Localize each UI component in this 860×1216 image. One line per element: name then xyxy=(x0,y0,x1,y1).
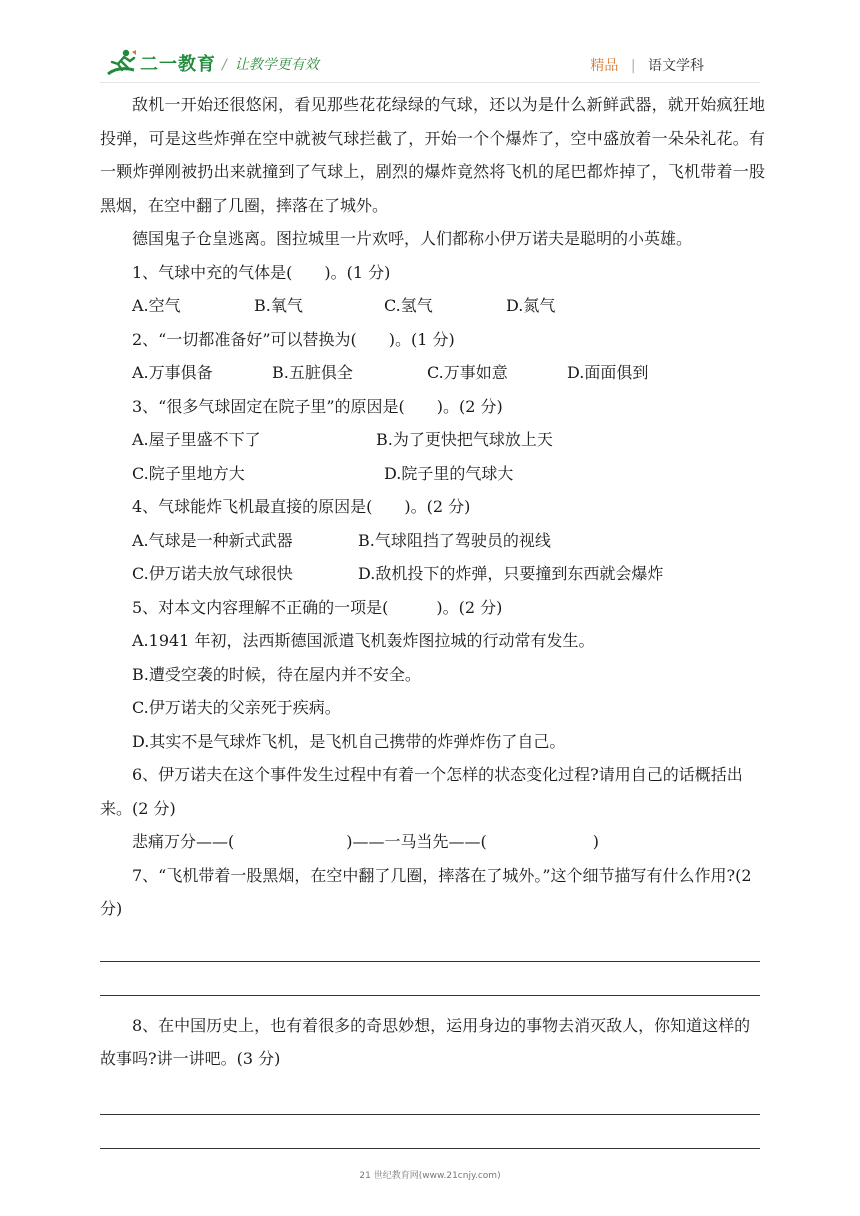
running-man-icon xyxy=(104,48,138,78)
option-a: A.1941 年初，法西斯德国派遣飞机轰炸图拉城的行动常有发生。 xyxy=(132,631,595,650)
slogan-text: 让教学更有效 xyxy=(234,57,319,73)
question-4-options-row-1 xyxy=(100,524,765,558)
option-c: C.氢气 xyxy=(384,296,433,315)
option-d: D.院子里的气球大 xyxy=(384,463,514,483)
header-divider xyxy=(100,82,760,83)
logo-text: 二一教育 xyxy=(140,54,216,75)
option-a: A.空气 xyxy=(132,296,181,315)
document-body xyxy=(100,88,765,1149)
question-6: 6、伊万诺夫在这个事件发生过程中有着一个怎样的状态变化过程?请用自己的话概括出来。(2 分) xyxy=(100,765,743,818)
option-d: D.氮气 xyxy=(506,296,556,315)
tag-separator: | xyxy=(630,58,636,74)
slogan: / 让教学更有效 xyxy=(222,57,319,73)
passage-paragraph-2: 德国鬼子仓皇逃离。图拉城里一片欢呼，人们都称小伊万诺夫是聪明的小英雄。 xyxy=(132,229,693,248)
option-a: A.气球是一种新式武器 xyxy=(132,530,293,550)
option-d: D.其实不是气球炸飞机，是飞机自己携带的炸弹炸伤了自己。 xyxy=(132,731,566,751)
question-5: 5、对本文内容理解不正确的一项是( )。(2 分) xyxy=(132,597,503,617)
question-3-options-row-1 xyxy=(100,423,765,457)
option-c: C.万事如意 xyxy=(427,363,508,382)
question-5-option-b xyxy=(100,658,765,692)
option-d: D.敌机投下的炸弹，只要撞到东西就会爆炸 xyxy=(358,564,664,583)
question-6-fill xyxy=(100,825,765,859)
question-5-option-c xyxy=(100,691,765,725)
passage-paragraph-1: 敌机一开始还很悠闲，看见那些花花绿绿的气球，还以为是什么新鲜武器，就开始疯狂地投弹，可是这些炸弹在空中就被气球拦截了，开始一个个爆炸了，空中盛放着一朵朵礼花。有一颗炸弹刚被扔出来就撞到了气球上，剧烈的爆炸竟然将飞机的尾巴都炸掉了，飞机带着一股黑烟，在空中翻了几圈，摔落在了城外。 xyxy=(100,95,765,215)
question-3-options-row-2 xyxy=(100,457,765,491)
fill-end: ) xyxy=(592,832,599,851)
question-2-options xyxy=(100,356,765,390)
question-3: 3、“很多气球固定在院子里”的原因是( )。(2 分) xyxy=(132,396,503,416)
option-d: D.面面俱到 xyxy=(567,363,649,382)
header-tags xyxy=(590,55,704,75)
option-b: B.为了更快把气球放上天 xyxy=(376,430,553,449)
option-a: A.万事俱备 xyxy=(132,363,213,382)
fill-start: 悲痛万分——( xyxy=(132,832,235,851)
logo xyxy=(104,48,222,78)
fill-middle: )——一马当先——( xyxy=(346,832,487,851)
option-b: B.遭受空袭的时候，待在屋内并不安全。 xyxy=(132,664,421,684)
premium-tag: 精品 xyxy=(590,58,619,74)
question-7: 7、“飞机带着一股黑烟，在空中翻了几圈，摔落在了城外。”这个细节描写有什么作用?(2 分) xyxy=(100,865,752,918)
option-c: C.伊万诺夫的父亲死于疾病。 xyxy=(132,698,341,717)
question-2: 2、“一切都准备好”可以替换为( )。(1 分) xyxy=(132,329,455,349)
answer-line[interactable] xyxy=(100,1148,760,1149)
fill-blank-2[interactable] xyxy=(487,825,593,859)
question-5-option-a xyxy=(100,624,765,658)
option-b: B.氧气 xyxy=(254,296,303,315)
option-a: A.屋子里盛不下了 xyxy=(132,430,261,449)
option-c: C.伊万诺夫放气球很快 xyxy=(132,564,293,583)
fill-blank-1[interactable] xyxy=(234,825,346,859)
question-4-options-row-2 xyxy=(100,557,765,591)
page-header xyxy=(100,40,760,82)
subject-tag: 语文学科 xyxy=(648,58,704,74)
question-1: 1、气球中充的气体是( )。(1 分) xyxy=(132,262,391,282)
question-8: 8、在中国历史上，也有着很多的奇思妙想，运用身边的事物去消灭敌人，你知道这样的故事吗?讲一讲吧。(3 分) xyxy=(100,1015,751,1068)
question-4: 4、气球能炸飞机最直接的原因是( )。(2 分) xyxy=(132,497,471,516)
page-footer: 21 世纪教育网(www.21cnjy.com) xyxy=(359,1171,501,1181)
option-b: B.五脏俱全 xyxy=(272,363,353,382)
option-b: B.气球阻挡了驾驶员的视线 xyxy=(358,530,551,550)
question-5-option-d xyxy=(100,725,765,759)
option-c: C.院子里地方大 xyxy=(132,463,245,483)
question-1-options xyxy=(100,289,765,323)
